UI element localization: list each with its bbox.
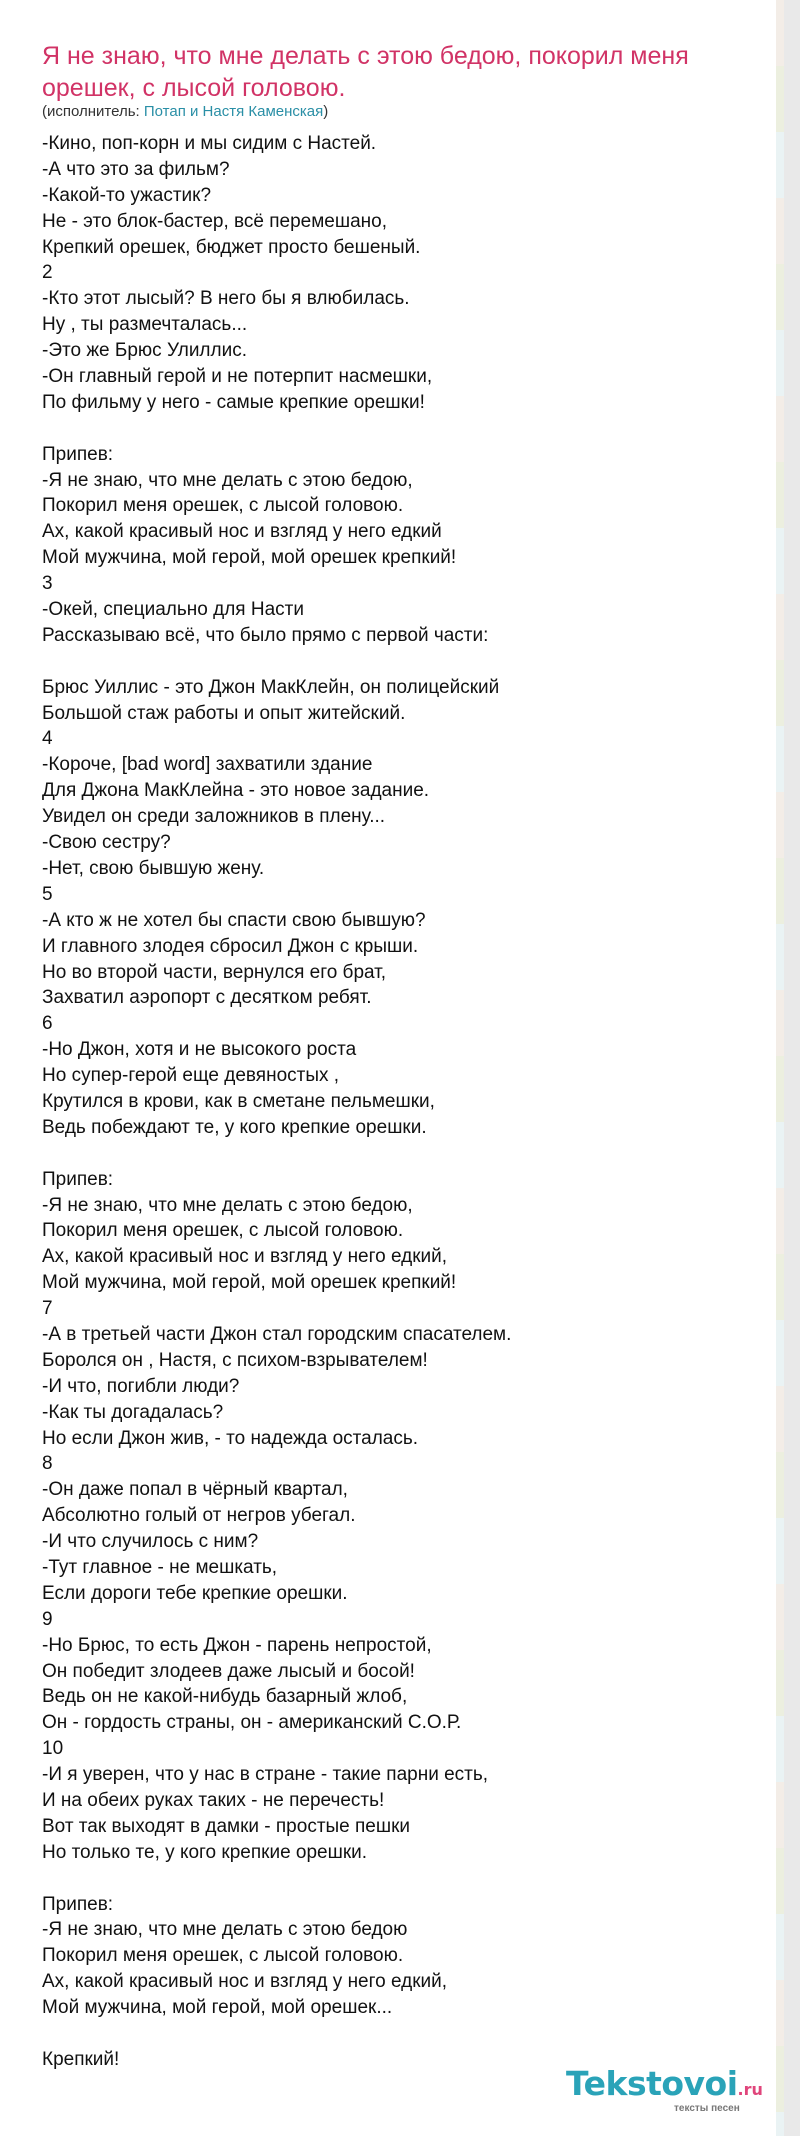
lyric-line: -Но Брюс, то есть Джон - парень непростой, [42,1634,432,1656]
lyric-line [42,416,742,442]
lyric-line: Рассказываю всё, что было прямо с первой части: [42,624,489,646]
lyric-line: -Но Джон, хотя и не высокого роста [42,1039,357,1061]
lyric-line: -Короче, [bad word] захватили здание [42,754,373,776]
lyric-line: Он - гордость страны, он - американский С.О.Р. [42,1712,462,1734]
page-edge [784,0,800,2136]
logo-tld: .ru [737,2080,763,2099]
logo-name: Tekstovoi [566,2064,738,2103]
artist-prefix: (исполнитель: [42,103,144,120]
lyric-line: Ведь он не какой-нибудь базарный жлоб, [42,1686,408,1708]
lyric-line: По фильму у него - самые крепкие орешки! [42,391,425,413]
lyric-line: Покорил меня орешек, с лысой головою. [42,1220,404,1242]
lyric-line: Крепкий орешек, бюджет просто бешеный. [42,236,421,258]
lyric-line: 10 [42,1738,64,1760]
artist-link[interactable]: Потап и Настя Каменская [143,103,324,120]
lyric-line: И главного злодея сбросил Джон с крыши. [42,935,419,957]
logo-wordmark [566,2065,776,2109]
lyric-line [42,649,742,675]
lyric-line: Но супер-герой еще девяностых , [42,1065,340,1087]
lyric-line: Захватил аэропорт с десятком ребят. [42,987,372,1009]
lyric-line: -Я не знаю, что мне делать с этою бедою, [42,469,413,491]
lyric-line: И на обеих руках таких - не перечесть! [42,1790,385,1811]
lyric-line: 9 [42,1608,53,1630]
lyric-line: 5 [42,883,53,905]
lyric-line: -И я уверен, что у нас в стране - такие парни есть, [42,1764,489,1786]
lyric-line: Припев: [42,1893,114,1915]
lyric-line: -Это же Брюс Улиллис. [42,340,248,362]
lyric-line: 8 [42,1453,53,1475]
lyric-line: -Он главный герой и не потерпит насмешки, [42,366,433,388]
lyric-line: Вот так выходят в дамки - простые пешки [42,1815,411,1837]
lyric-line: Большой стаж работы и опыт житейский. [42,702,406,724]
lyric-line [42,1141,742,1167]
lyric-line: -Какой-то ужастик? [42,184,212,206]
lyric-line: Ах, какой красивый нос и взгляд у него едкий, [42,1971,448,1993]
lyric-line: Ах, какой красивый нос и взгляд у него едкий, [42,1246,448,1268]
lyric-line: 2 [42,262,53,284]
lyric-line: -Кто этот лысый? В него бы я влюбилась. [42,288,410,310]
lyric-line: Но если Джон жив, - то надежда осталась. [42,1427,419,1449]
lyric-line: Мой мужчина, мой герой, мой орешек крепкий! [42,547,457,569]
lyric-line: Абсолютно голый от негров убегал. [42,1505,356,1527]
lyric-line: Припев: [42,1168,114,1190]
lyric-line: -И что случилось с ним? [42,1531,259,1553]
lyric-line: 7 [42,1298,53,1320]
artist-line [42,103,328,121]
lyric-line: Увидел он среди заложников в плену... [42,806,386,828]
lyric-line: Боролся он , Настя, с психом-взрывателем! [42,1349,428,1371]
lyric-line: -А что это за фильм? [42,158,230,180]
lyric-line: -Я не знаю, что мне делать с этою бедою [42,1919,408,1941]
lyric-line: Ах, какой красивый нос и взгляд у него едкий [42,521,442,543]
song-title: Я не знаю, что мне делать с этою бедою, покорил меня орешек, с лысой головою. [42,42,689,102]
lyric-line: -Окей, специально для Насти [42,599,304,621]
lyric-line: Ну , ты размечталась... [42,314,248,336]
lyric-line: Для Джона МакКлейна - это новое задание. [42,780,430,802]
lyric-line: -И что, погибли люди? [42,1375,240,1397]
lyric-line: 4 [42,728,53,750]
lyric-line: Покорил меня орешек, с лысой головою. [42,1945,404,1967]
lyric-line: Брюс Уиллис - это Джон МакКлейн, он полицейский [42,676,500,698]
artist-suffix: ) [323,103,329,120]
decorative-stripes [776,0,784,2136]
lyric-line: -А кто ж не хотел бы спасти свою бывшую? [42,909,426,931]
lyric-line: Крутился в крови, как в сметане пельмешки, [42,1090,435,1112]
lyric-line: -Нет, свою бывшую жену. [42,857,265,879]
lyric-line: -А в третьей части Джон стал городским спасателем. [42,1323,512,1345]
lyric-line: -Свою сестру? [42,832,171,854]
lyric-line: Мой мужчина, мой герой, мой орешек крепкий! [42,1272,457,1294]
lyric-line: Покорил меня орешек, с лысой головою. [42,495,404,517]
lyric-line [42,1866,742,1892]
site-logo[interactable] [566,2065,776,2125]
lyric-line: Крепкий! [42,2048,120,2070]
lyric-line: Но во второй части, вернулся его брат, [42,961,387,983]
lyric-line: Припев: [42,443,114,465]
lyric-line [42,2021,742,2047]
lyric-line: -Тут главное - не мешкать, [42,1556,278,1578]
lyric-line: 3 [42,573,53,595]
lyric-line: -Я не знаю, что мне делать с этою бедою, [42,1194,413,1216]
lyric-line: 6 [42,1013,53,1035]
lyric-line: Он победит злодеев даже лысый и босой! [42,1660,415,1682]
lyric-line: Ведь побеждают те, у кого крепкие орешки. [42,1116,427,1138]
lyric-line: -Кино, поп-корн и мы сидим с Настей. [42,133,377,154]
lyric-line: Но только те, у кого крепкие орешки. [42,1841,368,1863]
lyric-line: Не - это блок-бастер, всё перемешано, [42,210,388,232]
lyric-line: -Как ты догадалась? [42,1401,224,1423]
lyric-line: Если дороги тебе крепкие орешки. [42,1582,348,1604]
lyric-line: Мой мужчина, мой герой, мой орешек... [42,1997,393,2019]
lyric-line: -Он даже попал в чёрный квартал, [42,1479,348,1501]
lyrics-body [42,131,742,2073]
logo-tagline: тексты песен [674,2103,740,2114]
